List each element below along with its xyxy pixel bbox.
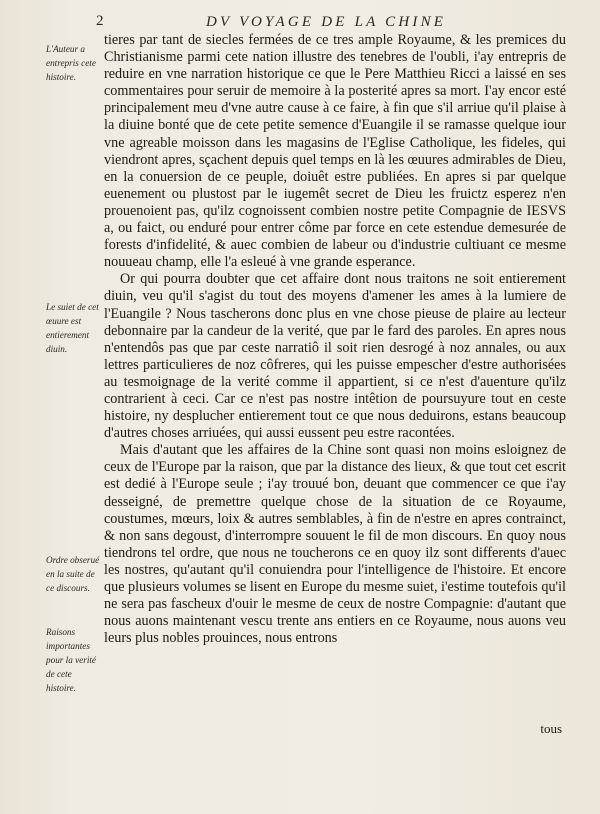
page-number: 2 — [96, 13, 104, 29]
catchword: tous — [540, 721, 562, 736]
paragraph: tieres par tant de siecles fermées de ce tres ample Royaume, & les premices du Christianisme parmi cete nation illustre des tenebres de l'oubli, i'ay entrepris de reduire en vne narration historique ce que le Pere Matthieu Ricci a laissé en ses commentaires pour seruir de memoire à la posterité apres sa mort. I'ay encor esté principalement meu d'vne autre cause à ce faire, à fin que s'il arriue qu'il plaise à la diuine bonté que de cete petite semence d'Euangile il se ramasse quelque iour vne agreable moisson dans les magasins de l'Eglise Catholique, les fideles, qui viendront apres, sçachent depuis quel temps en là les œuures admirables de Dieu, en la conuersion de ce peuple, doiuêt estre publiées. En apres si par quelque euenement ou plustost par le iugemêt secret de Dieu les fruictz esperez n'en prouenoient pas, qu'ilz cognoissent combien nostre petite Compagnie de IESVS a, ou faict, ou enduré pour entrer côme par force en cete estendue demesurée de forests d'infidelité, & auec combien de labeur ou d'industrie cultiuant ce mesme nouueau champ, elle l'a esleué à vne grande esperance. — [104, 32, 566, 271]
margin-notes — [46, 38, 102, 758]
margin-note: L'Auteur a entrepris cete histoire. — [46, 44, 96, 82]
margin-note: Ordre obserué en la suite de ce discours. — [46, 555, 100, 593]
running-head: DV VOYAGE DE LA CHINE — [206, 14, 447, 30]
paragraph: Or qui pourra doubter que cet affaire dont nous traitons ne soit entierement diuin, veu qu'il s'agist du tout des moyens d'amener les ames à la lumiere de l'Euangile ? Nous tascherons donc plus en vne chose pieuse de plaire au lecteur debonnaire par la candeur de la verité, que par le fard des paroles. En apres nous n'entendôs pas que par ceste narratiô il soit rien desrogé à noz annales, ou aux lettres particulieres de noz côfreres, qui les puisse empescher d'estre authorisées au tesmoignage de la verité comme il appartient, si ce n'est d'auenture qu'ilz contrarient à ceci. Car ce n'est pas nostre intêtion de poursuyure tout en ceste histoire, ny desplucher entierement tout ce que nous deduirons, estans beaucoup d'autres choses arriuées, qui aussi eussent peu estre racontées. — [104, 271, 566, 442]
paragraph: Mais d'autant que les affaires de la Chine sont quasi non moins esloignez de ceux de l'Europe par la raison, que par la distance des lieux, & que tout cet escrit est dedié à l'Europe seule ; i'ay trouué bon, deuant que commencer ce que i'ay desseigné, de premettre quelque chose de la situation de ce Royaume, coustumes, mœurs, loix & autres semblables, à fin de n'estre en apres contrainct, & non sans degoust, d'interrompre souuent le fil de mon discours. En quoy nous tiendrons tel ordre, que nous ne toucherons ce en quoy ilz sont differents d'auec les nostres, qu'autant qu'il conuiendra pour l'intelligence de l'histoire. Et encore que plusieurs volumes se lisent en Europe du mesme suiet, i'estime toutefois qu'il ne sera pas fascheux d'ouir le mesme de ceux de nostre Compagnie: d'autant que nous auons maintenant vescu trente ans entiers en ce Royaume, nous auons veu leurs plus nobles prouinces, nous entrons — [104, 442, 566, 647]
margin-note: Raisons importantes pour la verité de cete histoire. — [46, 627, 97, 693]
main-text — [104, 32, 566, 647]
margin-note: Le suiet de cet œuure est entierement diuin. — [46, 302, 99, 354]
